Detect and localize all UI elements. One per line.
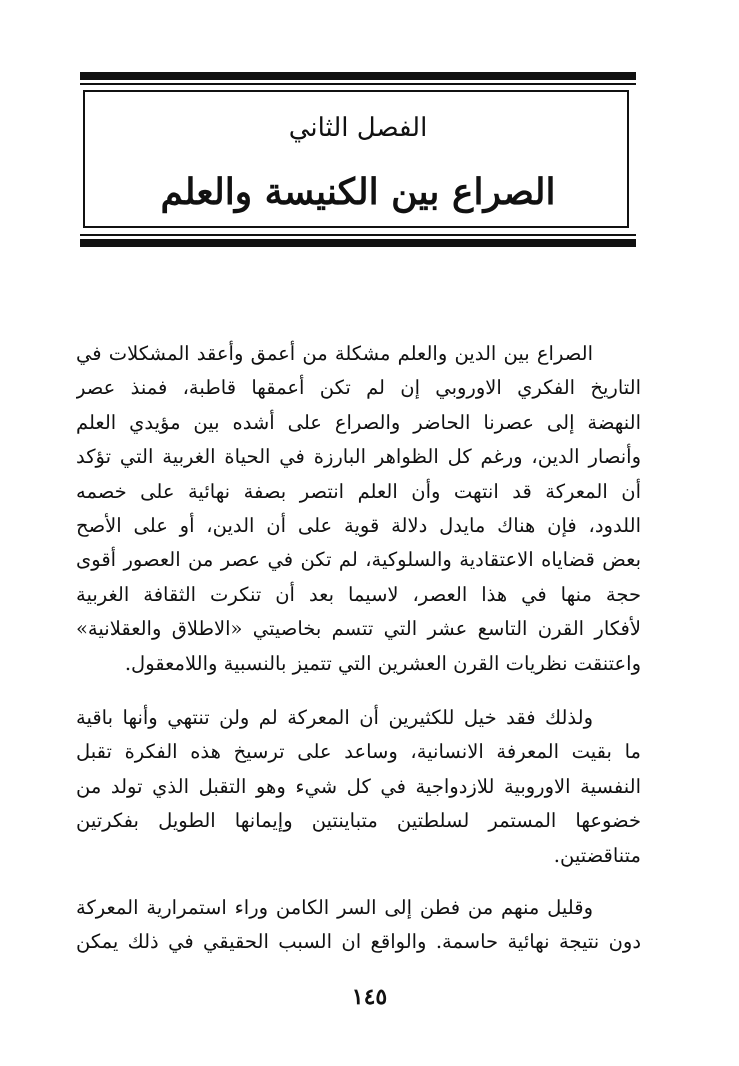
header-bottom-rule-thick [80,239,636,247]
paragraph-line: النفسية الاوروبية للازدواجية في كل شيء وهو التقبل الذي تولد من [76,774,641,798]
paragraph-line: أن المعركة قد انتهت وأن العلم انتصر بصفة نهائية على خصمه [76,479,641,503]
paragraph-2 [76,701,641,873]
paragraph-line: دون نتيجة نهائية حاسمة. والواقع ان السبب الحقيقي في ذلك يمكن [76,930,641,954]
page-number: ١٤٥ [351,984,388,1010]
paragraph-line: وأنصار الدين، ورغم كل الظواهر البارزة في الحياة الغربية التي تؤكد [76,445,641,469]
paragraph-line: الصراع بين الدين والعلم مشكلة من أعمق وأعقد المشكلات في [76,342,593,365]
paragraph-line: متناقضتين. [553,843,641,867]
header-bottom-rule-thin [80,234,636,236]
paragraph-line: خضوعها المستمر لسلطتين متباينتين وإيمانها الطويل بفكرتين [76,809,641,833]
paragraph-line: النهضة إلى عصرنا الحاضر والصراع على أشده بين مؤيدي العلم [76,410,641,434]
header-top-rule-thin [80,83,636,85]
paragraph-line: بعض قضاياه الاعتقادية والسلوكية، لم تكن في عصر من العصور أقوى [76,548,641,572]
paragraph-line: التاريخ الفكري الاوروبي إن لم تكن أعمقها قاطبة، فمنذ عصر [76,376,641,400]
paragraph-line: وقليل منهم من فطن إلى السر الكامن وراء استمرارية المعركة [76,896,593,919]
paragraph-line: اللدود، فإن هناك مايدل دلالة قوية على أن الدين، أو على الأصح [76,513,641,537]
paragraph-1 [76,337,641,681]
chapter-label: الفصل الثاني [288,113,428,143]
paragraph-line: ولذلك فقد خيل للكثيرين أن المعركة لم ولن تنتهي وأنها باقية [76,706,593,729]
header-top-rule-thick [80,72,636,80]
chapter-title: الصراع بين الكنيسة والعلم [160,171,556,213]
paragraph-3 [76,891,641,960]
paragraph-line: واعتنقت نظريات القرن العشرين التي تتميز بالنسبية واللامعقول. [124,651,641,675]
paragraph-line: ما بقيت المعرفة الانسانية، وساعد على ترسيخ هذه الفكرة تقبل [76,740,641,764]
paragraph-line: حجة منها في هذا العصر، لاسيما بعد أن تنكرت الثقافة الغربية [76,582,641,606]
paragraph-line: لأفكار القرن التاسع عشر التي تتسم بخاصيتي «الاطلاق والعقلانية» [76,617,641,641]
